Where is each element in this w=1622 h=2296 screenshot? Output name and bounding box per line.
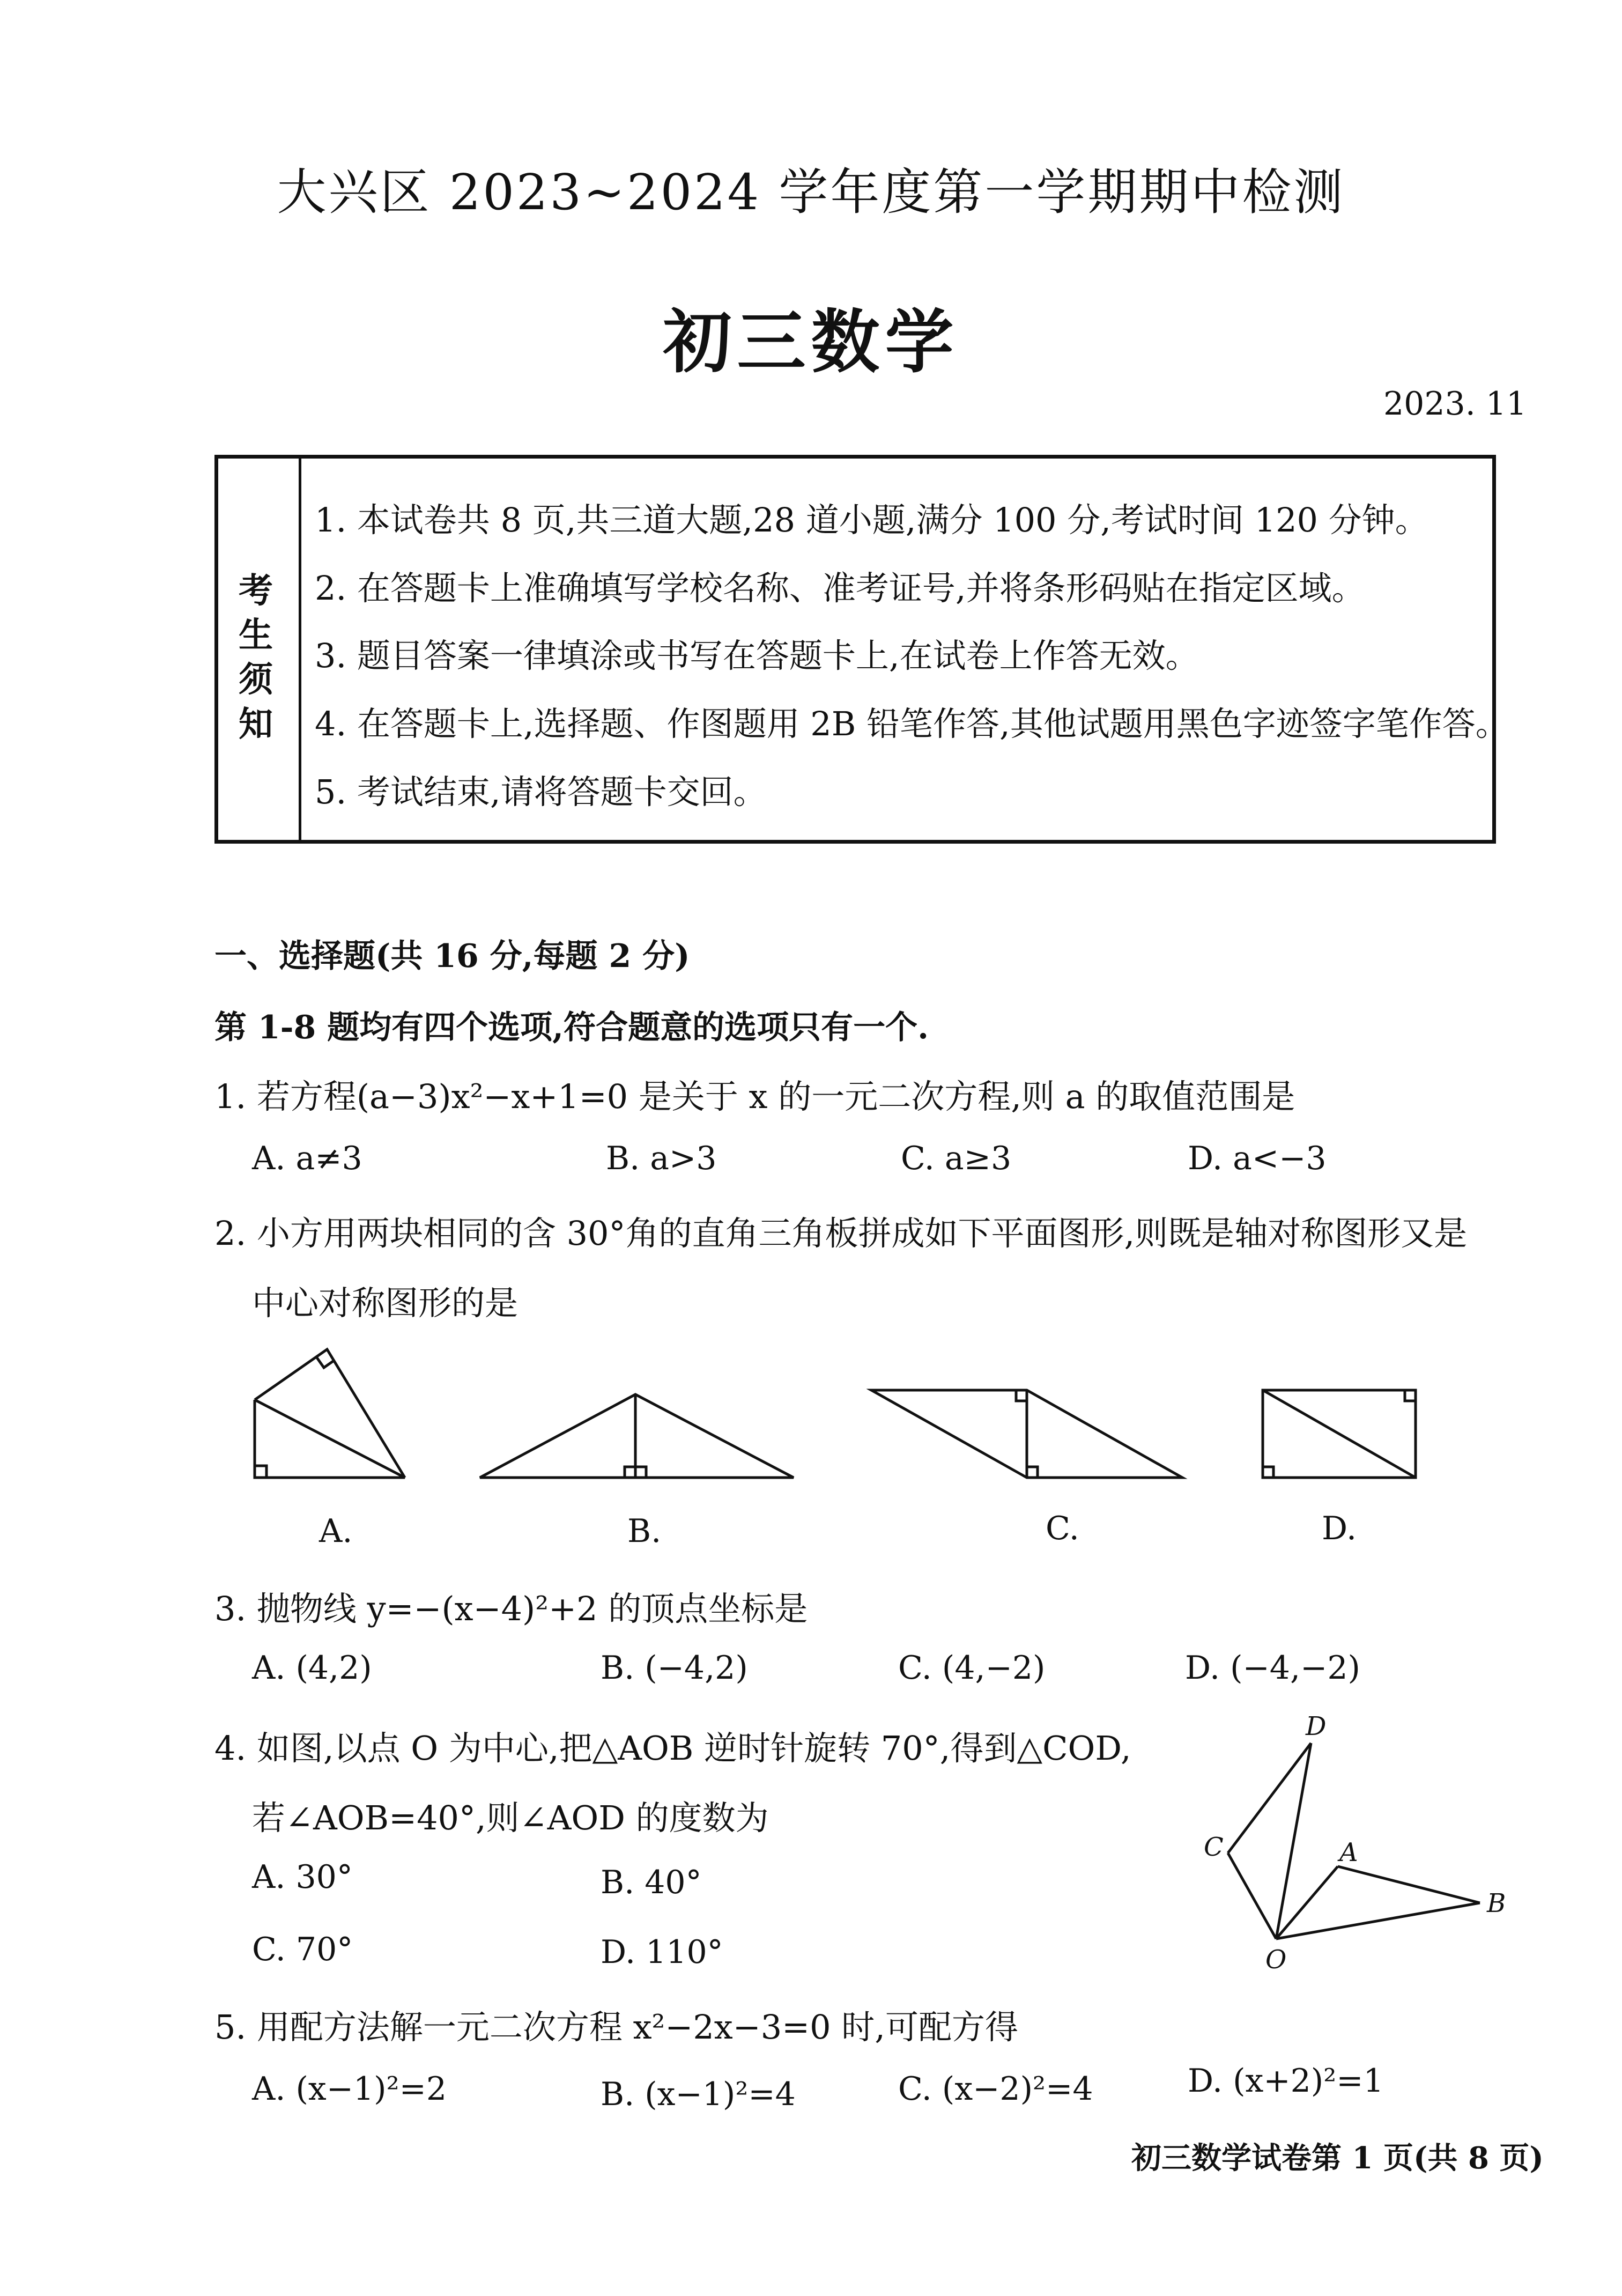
question-2-stem: 2. 小方用两块相同的含 30°角的直角三角板拼成如下平面图形,则既是轴对称图形又是 — [214, 1214, 1468, 1253]
notice-side-label — [218, 459, 301, 840]
point-label-b: B — [1487, 1888, 1506, 1918]
point-label-a: A — [1339, 1837, 1358, 1867]
q2-figures — [214, 1330, 1501, 1555]
q2-label-b: B. — [627, 1512, 662, 1550]
notice-item: 2. 在答题卡上准确填写学校名称、准考证号,并将条形码贴在指定区域。 — [315, 569, 1365, 608]
point-label-o: O — [1265, 1945, 1287, 1975]
q1-option-a: A. a≠3 — [252, 1140, 362, 1177]
q2-label-c: C. — [1046, 1510, 1079, 1547]
question-4-stem: 4. 如图,以点 O 为中心,把△AOB 逆时针旋转 70°,得到△COD, — [214, 1729, 1131, 1768]
question-4-stem-cont: 若∠AOB=40°,则∠AOD 的度数为 — [252, 1798, 769, 1837]
subject-title: 初三数学 — [663, 302, 959, 382]
q4-rotation-figure — [1169, 1700, 1544, 1979]
notice-side-char: 知 — [239, 704, 273, 744]
notice-item: 3. 题目答案一律填涂或书写在答题卡上,在试卷上作答无效。 — [315, 636, 1199, 675]
notice-item: 4. 在答题卡上,选择题、作图题用 2B 铅笔作答,其他试题用黑色字迹签字笔作答。 — [315, 704, 1509, 743]
q5-option-b: B. (x−1)²=4 — [601, 2076, 796, 2113]
q5-option-a: A. (x−1)²=2 — [252, 2070, 447, 2108]
segment-oa — [1276, 1866, 1338, 1939]
q2-label-d: D. — [1322, 1510, 1357, 1547]
q1-option-c: C. a≥3 — [901, 1140, 1012, 1177]
question-5-stem: 5. 用配方法解一元二次方程 x²−2x−3=0 时,可配方得 — [214, 2007, 1018, 2047]
q4-option-c: C. 70° — [252, 1931, 353, 1968]
point-label-d: D — [1306, 1711, 1327, 1741]
notice-item: 5. 考试结束,请将答题卡交回。 — [315, 772, 767, 811]
q5-option-c: C. (x−2)²=4 — [898, 2070, 1093, 2108]
q1-option-d: D. a<−3 — [1188, 1140, 1327, 1177]
section-heading: 一、选择题(共 16 分,每题 2 分) — [214, 937, 690, 975]
q3-option-d: D. (−4,−2) — [1185, 1649, 1360, 1687]
exam-title: 大兴区 2023~2024 学年度第一学期期中检测 — [277, 164, 1345, 221]
exam-date: 2023. 11 — [1383, 385, 1527, 423]
segment-ab — [1338, 1866, 1480, 1903]
q3-option-c: C. (4,−2) — [898, 1649, 1046, 1687]
q2-figure-d — [1263, 1390, 1416, 1478]
point-label-c: C — [1204, 1832, 1224, 1862]
notice-side-char: 生 — [239, 615, 273, 655]
q1-option-b: B. a>3 — [606, 1140, 717, 1177]
segment-bo — [1276, 1903, 1480, 1939]
q2-figure-b — [480, 1394, 794, 1478]
page-footer: 初三数学试卷第 1 页(共 8 页) — [1131, 2140, 1544, 2176]
segment-od — [1276, 1743, 1311, 1939]
q4-option-b: B. 40° — [601, 1864, 702, 1901]
question-3-stem: 3. 抛物线 y=−(x−4)²+2 的顶点坐标是 — [214, 1589, 808, 1628]
notice-side-char: 须 — [239, 660, 273, 700]
q4-option-a: A. 30° — [252, 1858, 353, 1896]
q2-figure-c — [871, 1390, 1182, 1478]
q4-option-d: D. 110° — [601, 1933, 723, 1971]
question-2-stem-cont: 中心对称图形的是 — [252, 1283, 519, 1323]
segment-dc — [1228, 1743, 1311, 1853]
notice-item: 1. 本试卷共 8 页,共三道大题,28 道小题,满分 100 分,考试时间 120 分钟。 — [315, 500, 1428, 540]
q3-option-a: A. (4,2) — [252, 1649, 372, 1687]
q3-option-b: B. (−4,2) — [601, 1649, 748, 1687]
q2-figure-a — [255, 1349, 405, 1478]
segment-co — [1228, 1853, 1276, 1939]
notice-side-char: 考 — [239, 571, 273, 611]
section-instruction: 第 1-8 题均有四个选项,符合题意的选项只有一个. — [214, 1009, 929, 1046]
question-1-stem: 1. 若方程(a−3)x²−x+1=0 是关于 x 的一元二次方程,则 a 的取值范围是 — [214, 1077, 1295, 1116]
candidate-notice-box — [214, 455, 1509, 844]
q2-label-a: A. — [319, 1512, 353, 1550]
q5-option-d: D. (x+2)²=1 — [1188, 2062, 1384, 2100]
